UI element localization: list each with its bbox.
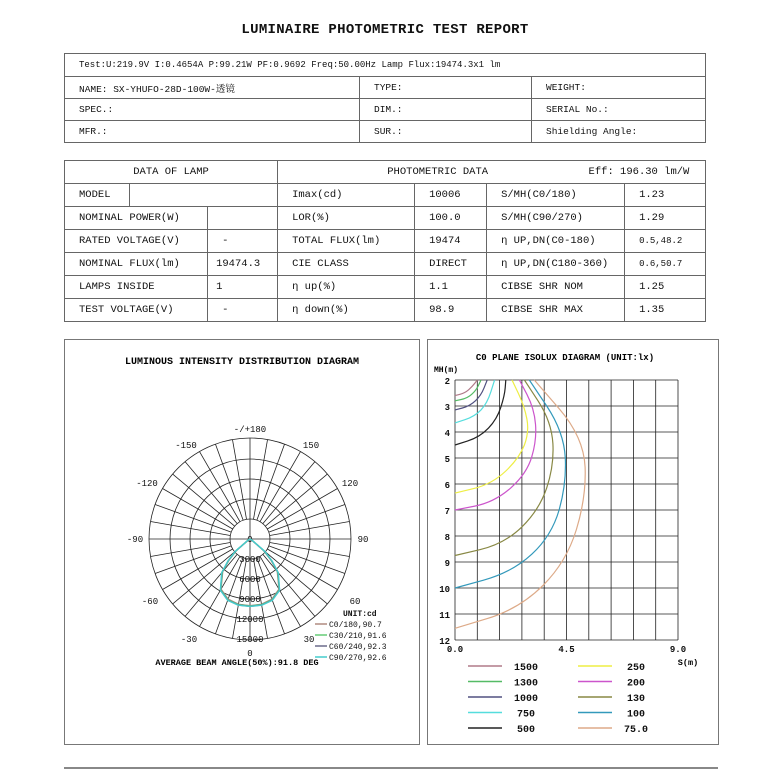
isolux-chart <box>428 340 718 744</box>
photo-label: Imax(cd) <box>278 184 415 207</box>
polar-angle-label: -90 <box>126 535 144 545</box>
photo-label: η up(%) <box>278 276 415 299</box>
photo-label2: S/MH(C90/270) <box>487 207 625 230</box>
photo-value2: 0.6,50.7 <box>625 253 706 276</box>
isolux-y-tick: 4 <box>444 429 450 439</box>
isolux-curve <box>455 380 585 628</box>
page-footer-rule <box>64 767 718 769</box>
lamp-value: - <box>208 230 278 253</box>
photo-value: 1.1 <box>415 276 487 299</box>
photo-value: 10006 <box>415 184 487 207</box>
photo-label: LOR(%) <box>278 207 415 230</box>
photometric-header-cell <box>278 161 706 184</box>
isolux-y-tick: 10 <box>439 585 450 595</box>
photo-label2: η UP,DN(C180-360) <box>487 253 625 276</box>
mfr-field: MFR.: <box>65 121 360 143</box>
polar-spoke <box>155 504 231 532</box>
isolux-legend-label: 100 <box>626 709 646 721</box>
isolux-y-label: MH(m) <box>434 366 459 375</box>
isolux-curve <box>455 380 477 396</box>
photo-label2: CIBSE SHR NOM <box>487 276 625 299</box>
lamp-value: - <box>208 299 278 322</box>
polar-spoke <box>257 444 285 520</box>
lamp-label: RATED VOLTAGE(V) <box>65 230 208 253</box>
polar-angle-label: 90 <box>357 535 369 545</box>
polar-angle-label: 0 <box>247 649 253 659</box>
serial-field: SERIAL No.: <box>532 99 706 121</box>
isolux-y-tick: 9 <box>444 559 450 569</box>
isolux-y-tick: 2 <box>444 377 450 387</box>
isolux-y-tick: 7 <box>444 507 450 517</box>
isolux-legend-label: 750 <box>516 709 536 721</box>
isolux-curve <box>455 380 528 493</box>
polar-spoke <box>269 504 345 532</box>
photo-value2: 0.5,48.2 <box>625 230 706 253</box>
isolux-legend-label: 500 <box>516 725 536 736</box>
isolux-x-tick: 0.0 <box>446 645 464 655</box>
photo-value: 98.9 <box>415 299 487 322</box>
isolux-y-tick: 3 <box>444 403 450 413</box>
polar-angle-label: -/+180 <box>233 425 267 435</box>
weight-field: WEIGHT: <box>532 77 706 99</box>
polar-angle-label: -30 <box>180 635 198 645</box>
lamp-label: MODEL <box>65 184 130 207</box>
lamp-value: 19474.3 <box>208 253 278 276</box>
isolux-y-tick: 11 <box>439 611 450 621</box>
name-field: NAME: SX-YHUFO-28D-100W-透镜 <box>65 77 360 99</box>
info-table <box>64 53 706 143</box>
polar-radial-tick: 0 <box>247 535 253 545</box>
spec-field: SPEC.: <box>65 99 360 121</box>
photo-value2: 1.35 <box>625 299 706 322</box>
polar-angle-label: 30 <box>303 635 315 645</box>
polar-radial-tick: 3000 <box>239 555 261 565</box>
isolux-legend-label: 75.0 <box>623 725 649 736</box>
isolux-legend-label: 1300 <box>513 678 539 690</box>
polar-chart <box>65 340 419 744</box>
isolux-title: C0 PLANE ISOLUX DIAGRAM (UNIT:lx) <box>475 353 655 363</box>
isolux-curve <box>455 380 506 445</box>
isolux-y-tick: 8 <box>444 533 450 543</box>
photo-label2: η UP,DN(C0-180) <box>487 230 625 253</box>
polar-angle-label: -60 <box>141 597 159 607</box>
polar-title: LUMINOUS INTENSITY DISTRIBUTION DIAGRAM <box>124 357 360 368</box>
photo-value2: 1.25 <box>625 276 706 299</box>
polar-radial-tick: 15000 <box>236 635 264 645</box>
photo-label: CIE CLASS <box>278 253 415 276</box>
photo-label2: CIBSE SHR MAX <box>487 299 625 322</box>
type-field: TYPE: <box>360 77 532 99</box>
photo-value: 19474 <box>415 230 487 253</box>
shielding-field: Shielding Angle: <box>532 121 706 143</box>
isolux-legend-label: 130 <box>626 694 646 705</box>
polar-legend-label: C60/240,92.3 <box>329 643 387 652</box>
photo-value: DIRECT <box>415 253 487 276</box>
photometric-header: PHOTOMETRIC DATA <box>387 166 489 178</box>
polar-radial-tick: 12000 <box>236 615 264 625</box>
isolux-x-tick: 9.0 <box>669 645 687 655</box>
isolux-y-tick: 5 <box>444 455 450 465</box>
polar-angle-label: 60 <box>349 597 361 607</box>
data-table <box>64 160 706 322</box>
lamp-label: NOMINAL FLUX(lm) <box>65 253 208 276</box>
polar-angle-label: 150 <box>302 441 320 451</box>
polar-spoke <box>215 444 243 520</box>
efficacy: Eff: 196.30 lm/W <box>588 166 690 178</box>
isolux-legend-label: 1500 <box>513 663 539 674</box>
isolux-diagram-panel <box>427 339 719 745</box>
isolux-legend-label: 200 <box>626 678 646 690</box>
dim-field: DIM.: <box>360 99 532 121</box>
polar-legend-label: C90/270,92.6 <box>329 654 387 663</box>
lamp-value <box>208 207 278 230</box>
polar-angle-label: -150 <box>175 441 197 451</box>
report-title: LUMINAIRE PHOTOMETRIC TEST REPORT <box>241 22 529 38</box>
photo-label: η down(%) <box>278 299 415 322</box>
polar-diagram-panel <box>64 339 420 745</box>
polar-legend-label: C30/210,91.6 <box>329 632 387 641</box>
photo-value: 100.0 <box>415 207 487 230</box>
isolux-y-tick: 6 <box>444 481 450 491</box>
sur-field: SUR.: <box>360 121 532 143</box>
polar-legend-label: C0/180,90.7 <box>329 621 382 630</box>
isolux-x-label: S(m) <box>677 658 699 668</box>
polar-angle-label: 120 <box>341 479 359 489</box>
lamp-value <box>130 184 278 207</box>
polar-radial-tick: 9000 <box>239 595 261 605</box>
isolux-legend-label: 1000 <box>513 694 539 705</box>
polar-spoke <box>269 546 345 574</box>
photo-label: TOTAL FLUX(lm) <box>278 230 415 253</box>
polar-radial-tick: 6000 <box>239 575 261 585</box>
lamp-label: NOMINAL POWER(W) <box>65 207 208 230</box>
isolux-x-tick: 4.5 <box>558 645 575 655</box>
test-conditions: Test:U:219.9V I:0.4654A P:99.21W PF:0.9692 Freq:50.00Hz Lamp Flux:19474.3x1 lm <box>65 54 706 77</box>
isolux-y-tick: 12 <box>439 637 450 647</box>
lamp-value: 1 <box>208 276 278 299</box>
polar-angle-label: -120 <box>136 479 158 489</box>
beam-angle-annotation: AVERAGE BEAM ANGLE(50%):91.8 DEG <box>155 658 319 668</box>
lamp-header: DATA OF LAMP <box>65 161 278 184</box>
photo-value2: 1.23 <box>625 184 706 207</box>
photo-label2: S/MH(C0/180) <box>487 184 625 207</box>
isolux-legend-label: 250 <box>626 663 646 674</box>
polar-spoke <box>155 546 231 574</box>
lamp-label: TEST VOLTAGE(V) <box>65 299 208 322</box>
lamp-label: LAMPS INSIDE <box>65 276 208 299</box>
photo-value2: 1.29 <box>625 207 706 230</box>
polar-unit: UNIT:cd <box>343 610 377 619</box>
